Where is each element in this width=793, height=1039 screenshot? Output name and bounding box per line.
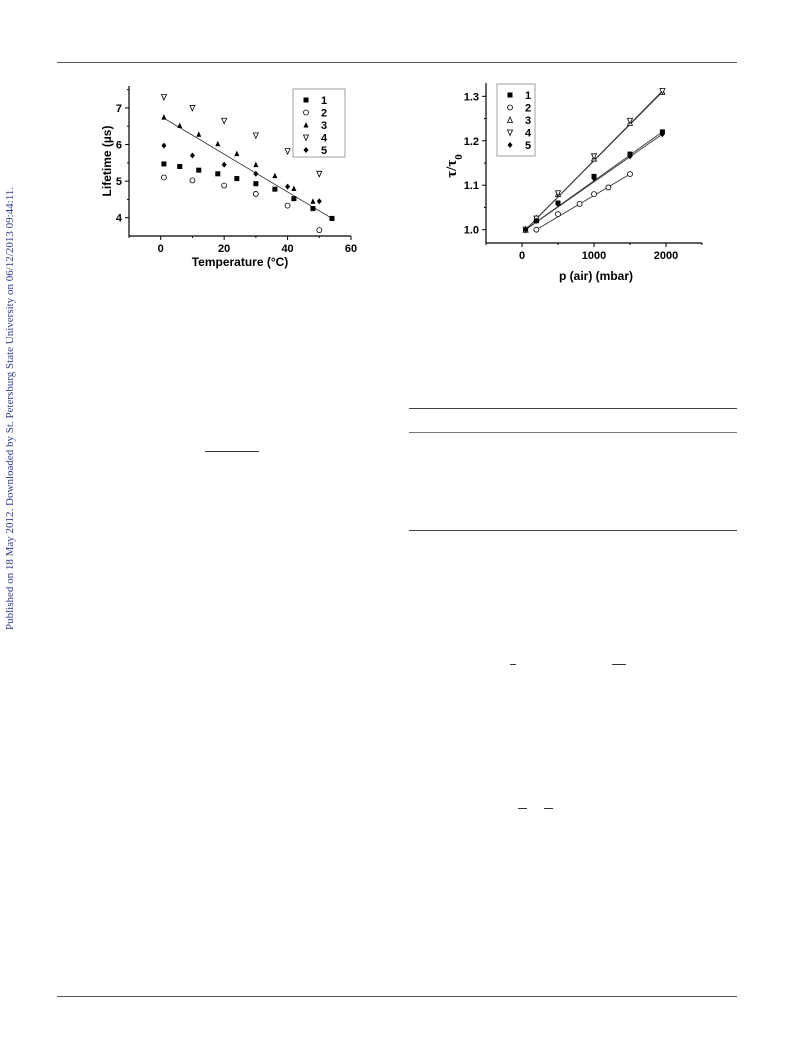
legend-label-4: 4 <box>321 132 328 145</box>
series-line-2 <box>536 174 630 230</box>
legend-label-2: 2 <box>525 102 532 115</box>
data-point-series-2 <box>534 227 539 232</box>
legend-label-3: 3 <box>321 120 328 132</box>
y-tick-label: 1.1 <box>463 180 479 193</box>
download-watermark: Published on 18 May 2012. Downloaded by St. Petersburg State University on 06/12/2013 09:44:11. <box>4 186 16 630</box>
x-tick-label: 20 <box>218 243 231 255</box>
fraction-bar <box>205 451 259 452</box>
series-line-5 <box>526 134 663 230</box>
fraction-bar <box>510 664 516 665</box>
chart1-y-axis-label: Lifetime (µs) <box>100 125 114 197</box>
data-point-series-2 <box>577 201 582 206</box>
table-bottom-rule <box>409 530 737 531</box>
x-tick-label: 1000 <box>581 250 607 262</box>
chart2-y-label-main: τ/τ <box>444 159 460 178</box>
y-tick-label: 1.0 <box>463 224 479 237</box>
chart2-y-label-subscript: 0 <box>453 154 465 160</box>
legend-label-1: 1 <box>321 95 328 107</box>
y-tick-label: 6 <box>115 139 122 152</box>
table-top-rule <box>409 408 737 409</box>
table-header-rule <box>409 432 737 433</box>
y-tick-label: 4 <box>115 212 122 225</box>
x-tick-label: 60 <box>344 243 358 255</box>
data-point-series-2 <box>592 192 597 197</box>
fraction-bar <box>544 808 553 809</box>
data-point-series-2 <box>606 185 611 190</box>
y-tick-label: 1.3 <box>463 91 479 104</box>
legend-label-4: 4 <box>525 127 532 140</box>
chart2-y-axis-label <box>444 154 465 178</box>
legend-label-1: 1 <box>525 90 532 102</box>
x-tick-label: 2000 <box>653 250 679 262</box>
chart2-x-axis-label: p (air) (mbar) <box>558 269 634 283</box>
x-tick-label: 40 <box>281 243 294 255</box>
y-tick-label: 7 <box>115 102 122 115</box>
legend-marker-2 <box>508 105 513 110</box>
y-tick-label: 1.2 <box>463 135 479 148</box>
legend-label-2: 2 <box>321 107 328 120</box>
chart1-x-axis-label: Temperature (°C) <box>191 255 289 269</box>
legend-label-5: 5 <box>525 140 532 152</box>
fraction-bar <box>612 664 626 665</box>
data-point-series-2 <box>556 212 561 217</box>
fraction-bar <box>518 808 527 809</box>
y-tick-label: 5 <box>115 176 122 189</box>
x-tick-label: 0 <box>157 243 164 255</box>
x-tick-label: 0 <box>518 250 526 262</box>
legend-marker-1 <box>508 93 513 98</box>
legend-label-3: 3 <box>525 115 532 127</box>
legend-label-5: 5 <box>321 145 328 157</box>
data-point-series-2 <box>628 172 633 177</box>
